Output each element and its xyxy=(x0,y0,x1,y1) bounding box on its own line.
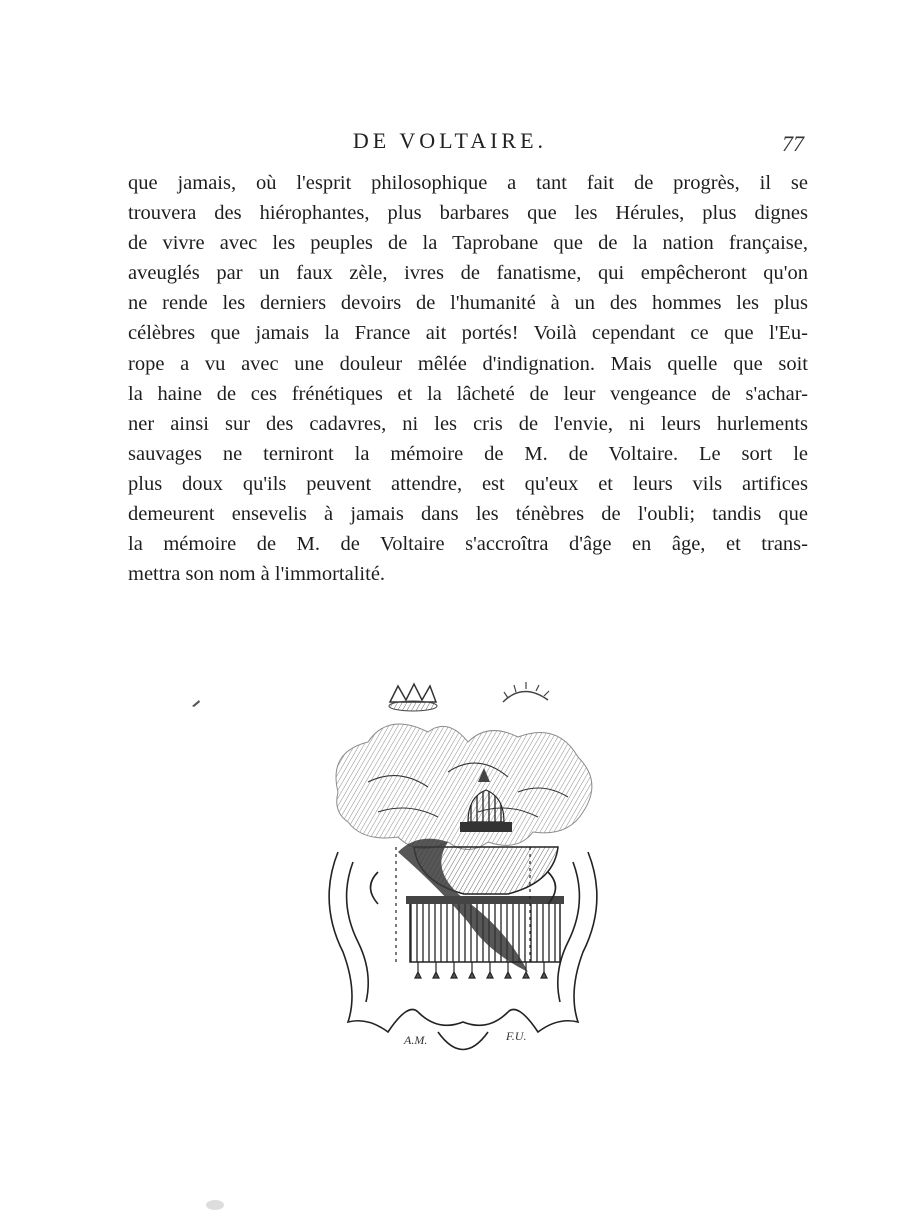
text-line: la haine de ces frénétiques et la lâcheté de leur vengeance de s'achar- xyxy=(128,382,808,405)
text-line: ne rende les derniers devoirs de l'humanité à un des hommes les plus xyxy=(128,292,808,315)
ink-smudge xyxy=(204,1198,226,1212)
text-line: célèbres que jamais la France ait portés! Voilà cependant ce que l'Eu- xyxy=(128,322,808,345)
text-line: mettra son nom à l'immortalité. xyxy=(128,563,386,586)
engraved-urn-vignette xyxy=(318,672,608,1072)
text-line: ner ainsi sur des cadavres, ni les cris de l'envie, ni leurs hurlements xyxy=(128,412,808,435)
engraver-signature-right: F.U. xyxy=(506,1029,527,1043)
body-text xyxy=(128,168,808,589)
text-line: aveuglés par un faux zèle, ivres de fanatisme, qui empêcheront qu'on xyxy=(128,262,808,285)
running-title: DE VOLTAIRE. xyxy=(352,128,548,153)
text-line: trouvera des hiérophantes, plus barbares que les Hérules, plus dignes xyxy=(128,202,808,225)
page-number: 77 xyxy=(782,131,804,156)
laurel-wreath-icon xyxy=(503,682,549,702)
text-line: plus doux qu'ils peuvent attendre, est qu'eux et leurs vils artifices xyxy=(128,472,808,495)
text-line: de vivre avec les peuples de la Taprobane que de la nation française, xyxy=(128,232,808,255)
crown-icon xyxy=(389,684,437,711)
text-line: demeurent ensevelis à jamais dans les ténèbres de l'oubli; tandis que xyxy=(128,503,808,526)
pedestal xyxy=(406,896,564,978)
text-line: rope a vu avec une douleur mêlée d'indignation. Mais quelle que soit xyxy=(128,352,808,375)
text-line: la mémoire de M. de Voltaire s'accroîtra d'âge en âge, et trans- xyxy=(128,533,808,556)
text-line: que jamais, où l'esprit philosophique a tant fait de progrès, il se xyxy=(128,172,808,194)
text-line: sauvages ne terniront la mémoire de M. de Voltaire. Le sort le xyxy=(128,442,808,465)
engraver-signature-left: A.M. xyxy=(404,1033,428,1047)
ink-speck xyxy=(190,698,202,708)
